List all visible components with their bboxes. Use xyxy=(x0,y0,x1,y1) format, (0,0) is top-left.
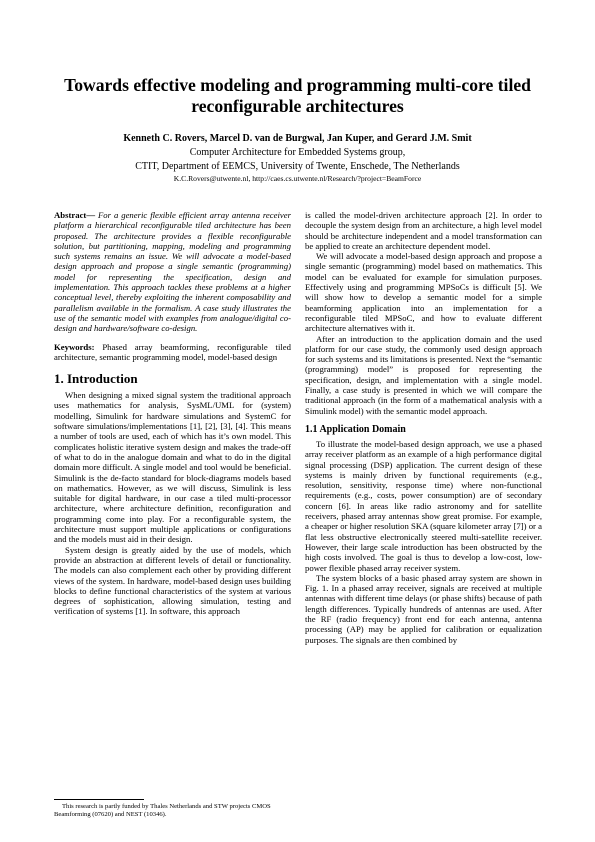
left-column xyxy=(54,210,291,617)
affiliation-department: CTIT, Department of EEMCS, University of Twente, Enschede, The Netherlands xyxy=(135,161,460,172)
abstract xyxy=(54,210,291,334)
intro-paragraph-2: System design is greatly aided by the use of models, which provide an abstraction at different levels of detail or functionality. The models can also complement each other by providing different views of the system. In hardware, model-based design uses building blocks to define functional characteristics of the system at various degrees of sophistication, allowing simulation, testing and verification of systems [1]. In software, this approach xyxy=(54,544,291,617)
intro-paragraph-3: is called the model-driven architecture approach [2]. In order to decouple the system design from an architecture, a high level model should be architecture independent and a model transformation can be applied to create an architecture dependent model. xyxy=(305,210,542,251)
abstract-text: For a generic flexible efficient array antenna receiver platform a hierarchical reconfigurable tiled architecture has been proposed. The architecture provides a flexible reconfigurable solution, but partitioning, mapping, modeling and programming such systems remains an issue. We will advocate a model-based design approach and propose a single semantic (programming) model for representing the specification, design and implementation. This approach tackles these problems at a higher conceptual level, thereby exploiting the inherent composability and parallelism available in the formalism. A case study illustrates the use of the semantic model with examples from analogue/digital co-design and hardware/software co-design. xyxy=(54,210,291,334)
subsection-heading-application-domain: 1.1 Application Domain xyxy=(305,423,406,435)
keywords-text: Phased array beamforming, reconfigurable tiled architecture, semantic programming model, model-based design xyxy=(54,341,291,362)
footnote-divider xyxy=(54,799,144,800)
intro-paragraph-4: We will advocate a model-based design approach and propose a single semantic (programming) model based on mathematics. This model can be evaluated for example for simulation purposes. Effectively using and programming MPSoCs is difficult [5]. We will show how to develop a semantic model for a simple beamforming application into an implementation for a reconfigurable tiled MPSoC, and how to evaluate different architecture alternatives with it. xyxy=(305,251,542,334)
keywords-label: Keywords: xyxy=(54,341,95,352)
funding-footnote: This research is partly funded by Thales Netherlands and STW projects CMOS Beamforming (07620) and NEST (10346). xyxy=(54,803,271,818)
intro-paragraph-1: When designing a mixed signal system the traditional approach uses mathematics for analysis, SysML/UML for (system) modelling, Simulink for hardware simulations and SystemC for software simulations/implementations [1], [2], [3], [4]. This means a number of tools are used, each of which has it’s own model. This complicates holistic iterative system design and makes the trade-off of what to do in the analogue domain and what to do in the digital domain more difficult. A single model and tool would be beneficial. Simulink is the de-facto standard for block-diagrams models based on mathematics. However, as we will discuss, Simulink is less suitable for digital hardware, in our case a tiled multi-processor architecture, where architecture definition, reconfiguration and programming come into play. For a reconfigurable system, the architecture must support multiple applications or configurations and the models must aid in their design. xyxy=(54,390,291,545)
intro-paragraph-5: After an introduction to the application domain and the used platform for our case study, the commonly used design approach for such systems and its limitations is presented. Next the “semantic (programming) model” is proposed for representing the specification, design, and implementation with a single model. Finally, a case study is presented in which we will compare the traditional approach (in the form of a mathematical analysis with a Simulink model) with the semantic model approach. xyxy=(305,333,542,416)
application-paragraph-2: The system blocks of a basic phased array system are shown in Fig. 1. In a phased array receiver, signals are received at multiple antennas with different time delays (or phase shifts) because of path length differences. Typically hundreds of antennas are used. After the RF (radio frequency) front end for each antenna, antenna processing (AP) may be applied for calibration or equalization purposes. The signals are then combined by xyxy=(305,572,542,645)
section-heading-introduction: 1. Introduction xyxy=(54,371,138,387)
right-column xyxy=(305,210,542,645)
affiliation-group: Computer Architecture for Embedded Systems group, xyxy=(189,147,406,158)
contact-email: K.C.Rovers@utwente.nl, http://caes.cs.utwente.nl/Research/?project=BeamForce xyxy=(173,174,422,183)
application-paragraph-1: To illustrate the model-based design approach, we use a phased array receiver platform as an example of a high performance digital signal processing (DSP) application. The current design of these systems is mainly driven by functional requirements (e.g., resolution, sensitivity, response time) where non-functional requirements (e.g., costs, power consumption) are of secondary concern [6]. In areas like radio astronomy and for satellite receivers, phased array antennas show great promise. For example, a cheaper or higher resolution SKA (square kilometer array [7]) or a flat less obstructive electronically steered multi-satellite receiver. However, their large scale introduction has been obstructed by the high costs involved. The goal is thus to develop a low-cost, low-power flexible phased array receiver system. xyxy=(305,438,542,573)
keywords xyxy=(54,342,291,363)
abstract-label: Abstract— xyxy=(54,210,96,220)
paper-title: Towards effective modeling and programming multi-core tiled reconfigurable architectures xyxy=(64,75,531,116)
author-list: Kenneth C. Rovers, Marcel D. van de Burgwal, Jan Kuper, and Gerard J.M. Smit xyxy=(123,133,472,144)
